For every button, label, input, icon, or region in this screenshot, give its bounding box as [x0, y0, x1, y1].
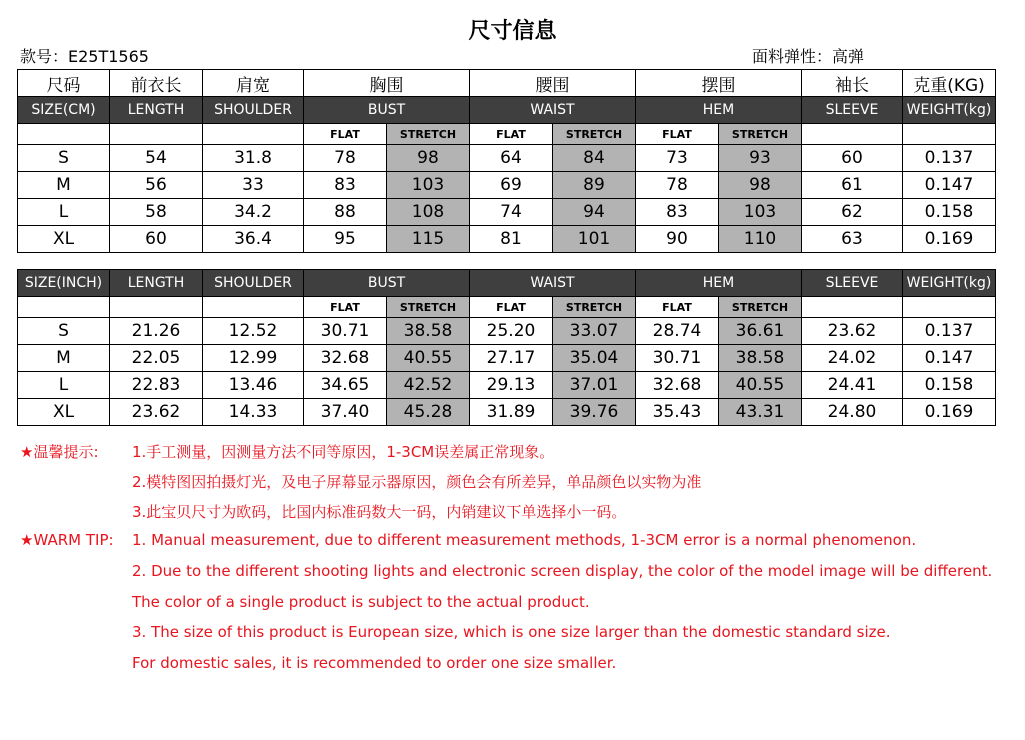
blank-cell: [802, 297, 903, 318]
size-label-cell: M: [18, 172, 110, 199]
table-cell: 25.20: [470, 318, 553, 345]
table-cell: 34.2: [203, 199, 304, 226]
table-cell: 78: [304, 145, 387, 172]
table-cell: 54: [110, 145, 203, 172]
cn-header-length: 前衣长: [110, 70, 203, 97]
hem-flat-label: FLAT: [636, 297, 719, 318]
tip-line: The color of a single product is subject to the actual product.: [132, 593, 590, 611]
table-cell: 12.52: [203, 318, 304, 345]
table-cell: 33.07: [553, 318, 636, 345]
table-cell: 39.76: [553, 399, 636, 426]
blank-cell: [903, 124, 996, 145]
table-cell: 42.52: [387, 372, 470, 399]
table-cell: 0.169: [903, 226, 996, 253]
size-label-cell: L: [18, 199, 110, 226]
table-cell: 94: [553, 199, 636, 226]
table-cell: 110: [719, 226, 802, 253]
table-cell: 35.43: [636, 399, 719, 426]
tip-line: 3. The size of this product is European size, which is one size larger than the domestic standard size.: [132, 623, 891, 641]
table-cell: 58: [110, 199, 203, 226]
table-cell: 23.62: [802, 318, 903, 345]
table-row: [18, 399, 996, 426]
table-cell: 103: [719, 199, 802, 226]
table-cell: 38.58: [719, 345, 802, 372]
header-sleeve: SLEEVE: [802, 270, 903, 297]
table-row: [18, 318, 996, 345]
header-length: LENGTH: [110, 270, 203, 297]
table-cell: 81: [470, 226, 553, 253]
style-number: 款号：E25T1565: [20, 47, 149, 66]
table-cell: 22.05: [110, 345, 203, 372]
header-waist: WAIST: [470, 97, 636, 124]
tip-line: 1. Manual measurement, due to different measurement methods, 1-3CM error is a normal phenomenon.: [132, 531, 917, 549]
table-cell: 89: [553, 172, 636, 199]
cn-header-shoulder: 肩宽: [203, 70, 304, 97]
table-cell: 28.74: [636, 318, 719, 345]
table-cell: 0.158: [903, 199, 996, 226]
table-cell: 90: [636, 226, 719, 253]
blank-cell: [802, 124, 903, 145]
size-label-cell: L: [18, 372, 110, 399]
table-cell: 24.41: [802, 372, 903, 399]
bust-stretch-label: STRETCH: [387, 124, 470, 145]
tips-english-label: ★WARM TIP:: [20, 531, 114, 549]
header-bust: BUST: [304, 270, 470, 297]
table-cell: 36.61: [719, 318, 802, 345]
header-sleeve: SLEEVE: [802, 97, 903, 124]
bust-flat-label: FLAT: [304, 124, 387, 145]
waist-stretch-label: STRETCH: [553, 297, 636, 318]
size-label-cell: XL: [18, 399, 110, 426]
tip-line: 2. Due to the different shooting lights and electronic screen display, the color of the model image will be different.: [132, 562, 993, 580]
table-cell: 13.46: [203, 372, 304, 399]
table-cell: 31.89: [470, 399, 553, 426]
table-row: [18, 172, 996, 199]
cn-header-sleeve: 袖长: [802, 70, 903, 97]
table-cell: 63: [802, 226, 903, 253]
tip-line: 2.模特图因拍摄灯光，及电子屏幕显示器原因，颜色会有所差异，单品颜色以实物为准: [132, 473, 702, 491]
table-cell: 64: [470, 145, 553, 172]
table-cell: 23.62: [110, 399, 203, 426]
table-cell: 45.28: [387, 399, 470, 426]
table-cell: 14.33: [203, 399, 304, 426]
table-cell: 0.137: [903, 318, 996, 345]
hem-stretch-label: STRETCH: [719, 124, 802, 145]
cn-header-size: 尺码: [18, 70, 110, 97]
table-cell: 21.26: [110, 318, 203, 345]
table-cell: 0.147: [903, 345, 996, 372]
size-label-cell: S: [18, 318, 110, 345]
table-cell: 103: [387, 172, 470, 199]
table-cell: 0.147: [903, 172, 996, 199]
table-cell: 95: [304, 226, 387, 253]
size-table-cm: [17, 69, 996, 253]
table-cell: 27.17: [470, 345, 553, 372]
table-cell: 38.58: [387, 318, 470, 345]
size-label-cell: M: [18, 345, 110, 372]
table-cell: 24.80: [802, 399, 903, 426]
tips-chinese-label: ★温馨提示:: [20, 443, 99, 461]
fabric-elasticity: 面料弹性：高弹: [752, 47, 865, 66]
table-cell: 36.4: [203, 226, 304, 253]
size-label-cell: S: [18, 145, 110, 172]
header-size: SIZE(CM): [18, 97, 110, 124]
table-cell: 24.02: [802, 345, 903, 372]
table-cell: 108: [387, 199, 470, 226]
tip-line: 1.手工测量，因测量方法不同等原因，1-3CM误差属正常现象。: [132, 443, 555, 461]
blank-cell: [110, 297, 203, 318]
table-cell: 73: [636, 145, 719, 172]
table-cell: 0.158: [903, 372, 996, 399]
table-cell: 74: [470, 199, 553, 226]
table-cell: 56: [110, 172, 203, 199]
table-cell: 98: [387, 145, 470, 172]
table-cell: 62: [802, 199, 903, 226]
header-hem: HEM: [636, 270, 802, 297]
table-cell: 12.99: [203, 345, 304, 372]
inch-table-body: [18, 318, 996, 426]
table-cell: 35.04: [553, 345, 636, 372]
table-cell: 37.40: [304, 399, 387, 426]
cn-header-weight: 克重(KG): [903, 70, 996, 97]
header-bust: BUST: [304, 97, 470, 124]
header-weight: WEIGHT(kg): [903, 270, 996, 297]
cn-header-hem: 摆围: [636, 70, 802, 97]
header-length: LENGTH: [110, 97, 203, 124]
chinese-header-row: [18, 70, 996, 97]
header-shoulder: SHOULDER: [203, 97, 304, 124]
hem-flat-label: FLAT: [636, 124, 719, 145]
table-cell: 37.01: [553, 372, 636, 399]
table-cell: 84: [553, 145, 636, 172]
table-cell: 30.71: [636, 345, 719, 372]
table-cell: 83: [304, 172, 387, 199]
table-cell: 34.65: [304, 372, 387, 399]
waist-flat-label: FLAT: [470, 297, 553, 318]
table-cell: 32.68: [636, 372, 719, 399]
bust-flat-label: FLAT: [304, 297, 387, 318]
waist-flat-label: FLAT: [470, 124, 553, 145]
table-cell: 60: [110, 226, 203, 253]
cm-table-body: [18, 145, 996, 253]
table-cell: 29.13: [470, 372, 553, 399]
blank-cell: [18, 297, 110, 318]
table-cell: 32.68: [304, 345, 387, 372]
table-cell: 60: [802, 145, 903, 172]
table-cell: 22.83: [110, 372, 203, 399]
size-label-cell: XL: [18, 226, 110, 253]
cn-header-waist: 腰围: [470, 70, 636, 97]
table-cell: 33: [203, 172, 304, 199]
header-waist: WAIST: [470, 270, 636, 297]
waist-stretch-label: STRETCH: [553, 124, 636, 145]
table-cell: 40.55: [387, 345, 470, 372]
header-weight: WEIGHT(kg): [903, 97, 996, 124]
table-row: [18, 372, 996, 399]
blank-cell: [203, 124, 304, 145]
blank-cell: [203, 297, 304, 318]
cn-header-bust: 胸围: [304, 70, 470, 97]
table-cell: 93: [719, 145, 802, 172]
table-cell: 43.31: [719, 399, 802, 426]
table-cell: 98: [719, 172, 802, 199]
table-cell: 0.137: [903, 145, 996, 172]
tip-line: For domestic sales, it is recommended to order one size smaller.: [132, 654, 617, 672]
hem-stretch-label: STRETCH: [719, 297, 802, 318]
table-cell: 115: [387, 226, 470, 253]
table-row: [18, 345, 996, 372]
inch-header-row: [18, 270, 996, 297]
header-hem: HEM: [636, 97, 802, 124]
table-cell: 40.55: [719, 372, 802, 399]
flat-stretch-row: [18, 297, 996, 318]
blank-cell: [903, 297, 996, 318]
header-size: SIZE(INCH): [18, 270, 110, 297]
page-title: 尺寸信息: [468, 19, 557, 44]
table-cell: 78: [636, 172, 719, 199]
header-shoulder: SHOULDER: [203, 270, 304, 297]
table-row: [18, 226, 996, 253]
table-row: [18, 145, 996, 172]
tip-line: 3.此宝贝尺寸为欧码，比国内标准码数大一码，内销建议下单选择小一码。: [132, 503, 627, 521]
table-cell: 69: [470, 172, 553, 199]
table-row: [18, 199, 996, 226]
table-cell: 88: [304, 199, 387, 226]
blank-cell: [18, 124, 110, 145]
table-cell: 0.169: [903, 399, 996, 426]
blank-cell: [110, 124, 203, 145]
flat-stretch-row: [18, 124, 996, 145]
bust-stretch-label: STRETCH: [387, 297, 470, 318]
table-cell: 61: [802, 172, 903, 199]
cm-header-row: [18, 97, 996, 124]
table-cell: 83: [636, 199, 719, 226]
table-cell: 101: [553, 226, 636, 253]
size-table-inch: [17, 269, 996, 426]
table-cell: 31.8: [203, 145, 304, 172]
table-cell: 30.71: [304, 318, 387, 345]
